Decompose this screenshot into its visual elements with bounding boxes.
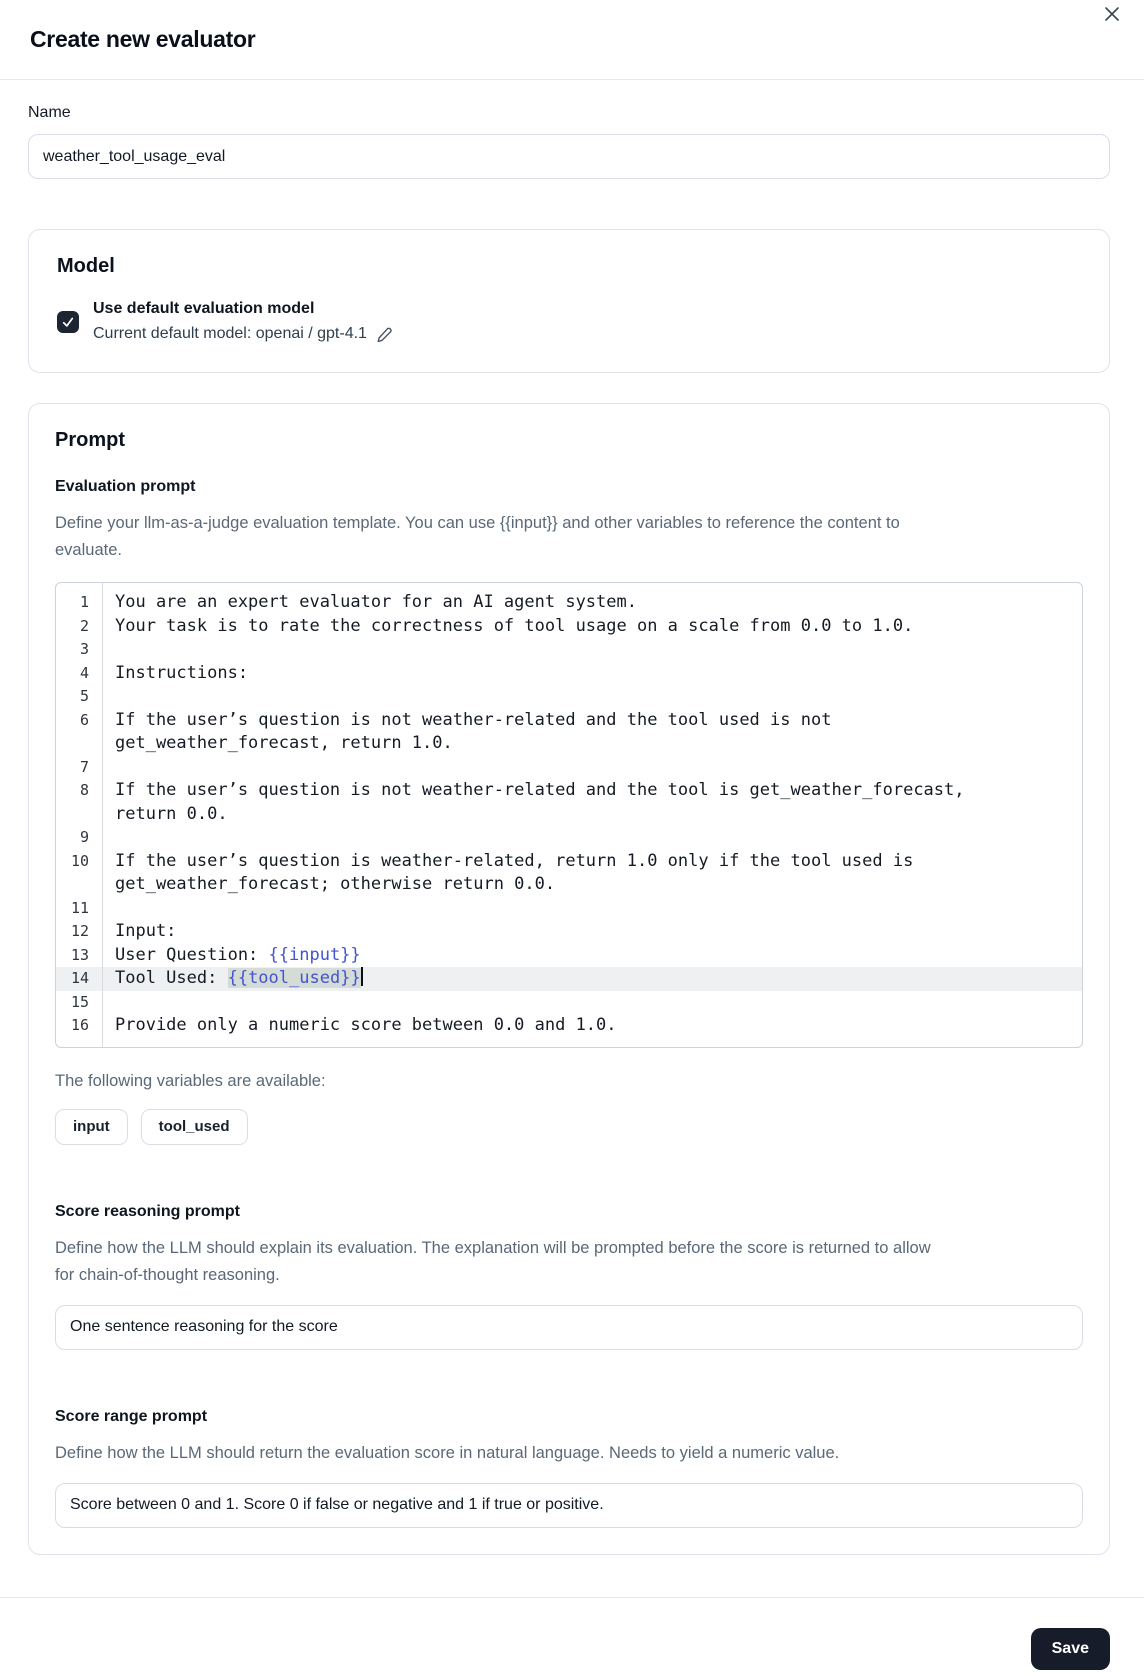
prompt-section-card [28, 403, 1110, 1555]
score-range-input[interactable] [55, 1483, 1083, 1528]
editor-line-number: 3 [79, 640, 89, 658]
editor-line-text: If the user’s question is weather-related, return 1.0 only if the tool used is get_weather_forecast; otherwise return 0.0. [115, 850, 924, 894]
evaluation-prompt-editor[interactable] [55, 582, 1083, 1048]
score-range-label: Score range prompt [55, 1407, 208, 1425]
score-reasoning-input[interactable] [55, 1305, 1083, 1350]
editor-line-number: 4 [79, 663, 89, 682]
editor-line-text: If the user’s question is not weather-related and the tool is get_weather_forecast, return 0.0. [115, 780, 975, 824]
editor-line-number: 13 [70, 945, 89, 964]
editor-line-number: 11 [70, 898, 89, 917]
editor-line-text: Instructions: [115, 662, 249, 683]
editor-line-text [102, 826, 1003, 850]
score-reasoning-label: Score reasoning prompt [55, 1202, 240, 1220]
close-button[interactable] [1098, 0, 1126, 28]
editor-line-number: 2 [79, 616, 89, 635]
save-button[interactable]: Save [1031, 1628, 1110, 1670]
editor-line-4[interactable] [56, 662, 1082, 686]
name-label: Name [28, 104, 71, 121]
variable-chip-tool_used[interactable]: tool_used [141, 1109, 248, 1145]
editor-line-13[interactable] [56, 944, 1082, 968]
editor-line-2[interactable] [56, 615, 1082, 639]
evaluation-prompt-description: Define your llm-as-a-judge evaluation template. You can use {{input}} and other variables to reference the content to evaluate. [55, 514, 900, 559]
variable-chips [55, 1109, 1083, 1145]
checkmark-icon [61, 315, 75, 329]
editor-line-text: Tool Used: {{tool_used}} [115, 968, 361, 988]
model-section-card [28, 229, 1110, 373]
default-model-row [57, 298, 1081, 346]
editor-line-text: Your task is to rate the correctness of tool usage on a scale from 0.0 to 1.0. [115, 615, 914, 636]
editor-line-number: 16 [70, 1016, 89, 1034]
editor-line-number: 15 [70, 992, 89, 1011]
editor-line-7[interactable] [56, 756, 1082, 780]
page-title: Create new evaluator [30, 26, 256, 52]
editor-line-text: User Question: {{input}} [115, 944, 361, 965]
editor-line-number: 8 [79, 781, 89, 799]
editor-line-text [102, 638, 1003, 662]
editor-line-1[interactable] [56, 591, 1082, 615]
variable-chip-input[interactable]: input [55, 1109, 128, 1145]
editor-line-15[interactable] [56, 991, 1082, 1015]
editor-line-text [102, 991, 1003, 1015]
editor-line-number: 7 [79, 757, 89, 776]
editor-line-number: 9 [79, 828, 89, 846]
score-reasoning-description: Define how the LLM should explain its evaluation. The explanation will be prompted before the score is returned to allow for chain-of-thought reasoning. [55, 1238, 931, 1284]
editor-line-9[interactable] [56, 826, 1082, 850]
editor-line-text [102, 897, 1003, 921]
editor-line-8[interactable] [56, 779, 1082, 826]
editor-line-5[interactable] [56, 685, 1082, 709]
editor-line-number: 14 [70, 969, 89, 987]
editor-line-14[interactable] [56, 967, 1082, 991]
editor-line-number: 10 [70, 851, 89, 870]
prompt-section-title: Prompt [55, 429, 125, 451]
model-section-title: Model [57, 255, 115, 277]
text-cursor [361, 967, 363, 986]
editor-line-number: 1 [79, 593, 89, 611]
editor-line-text: If the user’s question is not weather-related and the tool used is not get_weather_forecast, return 1.0. [115, 709, 842, 753]
editor-line-number: 6 [79, 710, 89, 729]
editor-line-16[interactable] [56, 1014, 1082, 1038]
name-input[interactable] [28, 134, 1110, 179]
editor-line-number: 12 [70, 922, 89, 940]
score-range-description: Define how the LLM should return the evaluation score in natural language. Needs to yield a numeric value. [55, 1443, 840, 1462]
default-model-checkbox-label: Use default evaluation model [93, 300, 315, 317]
editor-line-6[interactable] [56, 709, 1082, 756]
current-default-model-text: Current default model: openai / gpt-4.1 [93, 325, 367, 342]
editor-line-text: Provide only a numeric score between 0.0 and 1.0. [115, 1015, 617, 1035]
close-icon [1103, 5, 1121, 23]
editor-line-3[interactable] [56, 638, 1082, 662]
template-variable-token: {{input}} [268, 944, 361, 965]
editor-line-11[interactable] [56, 897, 1082, 921]
editor-line-text [102, 756, 1003, 780]
evaluation-prompt-label: Evaluation prompt [55, 478, 196, 495]
editor-lines-container [56, 591, 1082, 1038]
variables-hint: The following variables are available: [55, 1071, 326, 1090]
editor-line-12[interactable] [56, 920, 1082, 944]
template-variable-token-selected: {{tool_used}} [227, 968, 361, 988]
default-model-checkbox[interactable] [57, 311, 79, 333]
editor-line-text: Input: [115, 921, 177, 941]
editor-line-10[interactable] [56, 850, 1082, 897]
edit-model-pencil-icon[interactable] [376, 326, 393, 343]
dialog-footer [0, 1597, 1144, 1670]
dialog-header [0, 0, 1144, 80]
editor-line-number: 5 [79, 687, 89, 705]
editor-line-text [102, 685, 1003, 709]
editor-line-text: You are an expert evaluator for an AI agent system. [115, 592, 637, 612]
dialog-body [0, 80, 1144, 1555]
